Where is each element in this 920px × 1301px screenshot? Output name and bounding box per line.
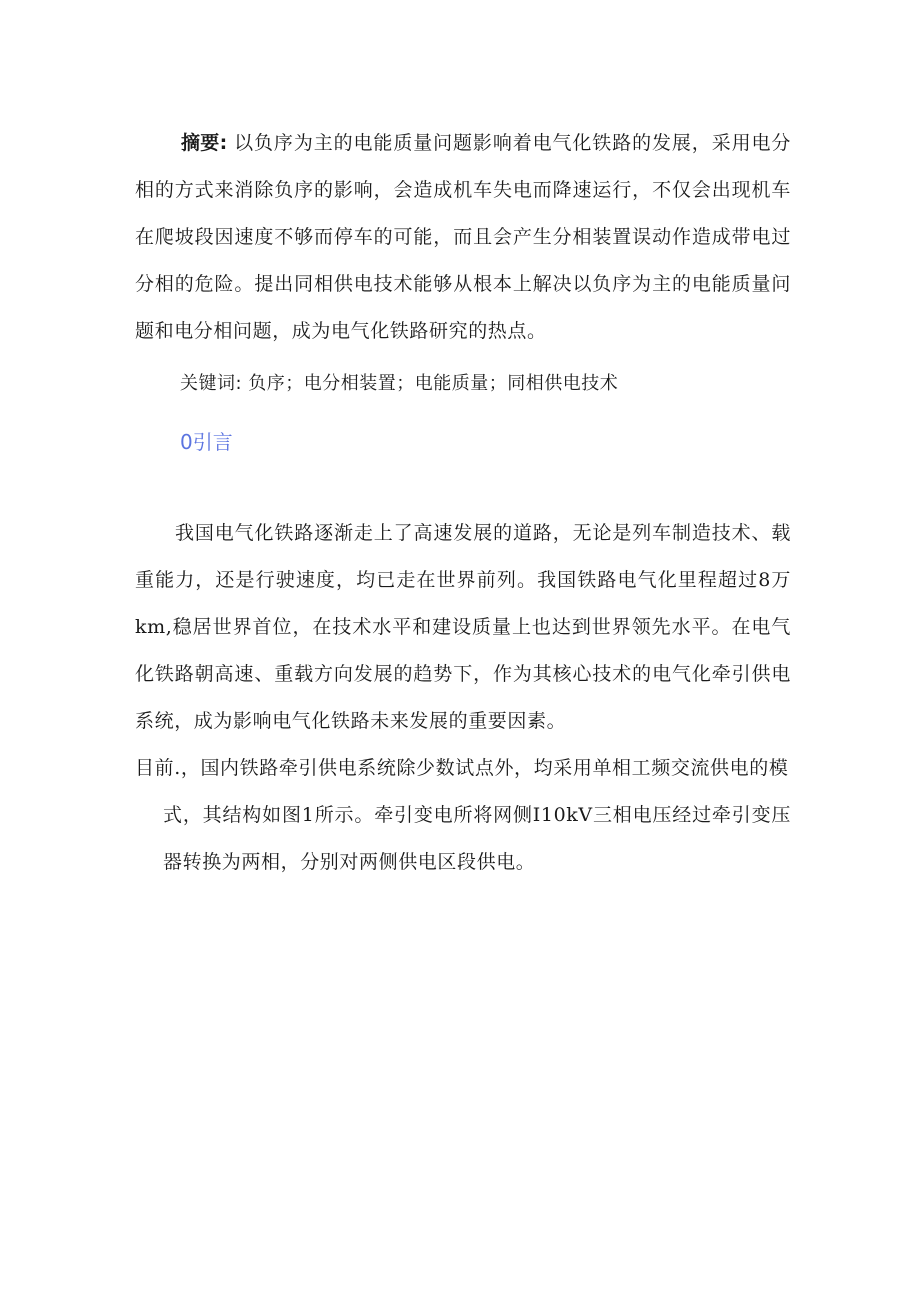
intro-paragraph-2 [135,745,791,886]
intro-paragraph-2-first-line: 目前.，国内铁路牵引供电系统除少数试点外，均采用单相工频交流供电的模 [135,757,789,779]
intro-paragraph-2-rest: 式，其结构如图1所示。牵引变电所将网侧I10kV三相电压经过牵引变压器转换为两相，分别对两侧供电区段供电。 [163,804,791,873]
keywords-text: 负序；电分相装置；电能质量；同相供电技术 [242,373,619,394]
keywords-label: 关键词: [180,373,243,394]
abstract-paragraph [135,120,791,355]
abstract-text: 以负序为主的电能质量问题影响着电气化铁路的发展，采用电分相的方式来消除负序的影响，会造成机车失电而降速运行，不仅会出现机车在爬坡段因速度不够而停车的可能，而且会产生分相装置误动作造成带电过分相的危险。提出同相供电技术能够从根本上解决以负序为主的电能质量问题和电分相问题，成为电气化铁路研究的热点。 [135,132,791,342]
abstract-label: 摘要: [181,132,228,154]
intro-paragraph-1: 我国电气化铁路逐渐走上了高速发展的道路，无论是列车制造技术、载重能力，还是行驶速度，均已走在世界前列。我国铁路电气化里程超过8万km,稳居世界首位，在技术水平和建设质量上也达到世界领先水平。在电气化铁路朝高速、重载方向发展的趋势下，作为其核心技术的电气化牵引供电系统，成为影响电气化铁路未来发展的重要因素。 [135,522,791,732]
section-heading-introduction: 0引言 [180,430,233,454]
keywords-line [180,360,618,407]
